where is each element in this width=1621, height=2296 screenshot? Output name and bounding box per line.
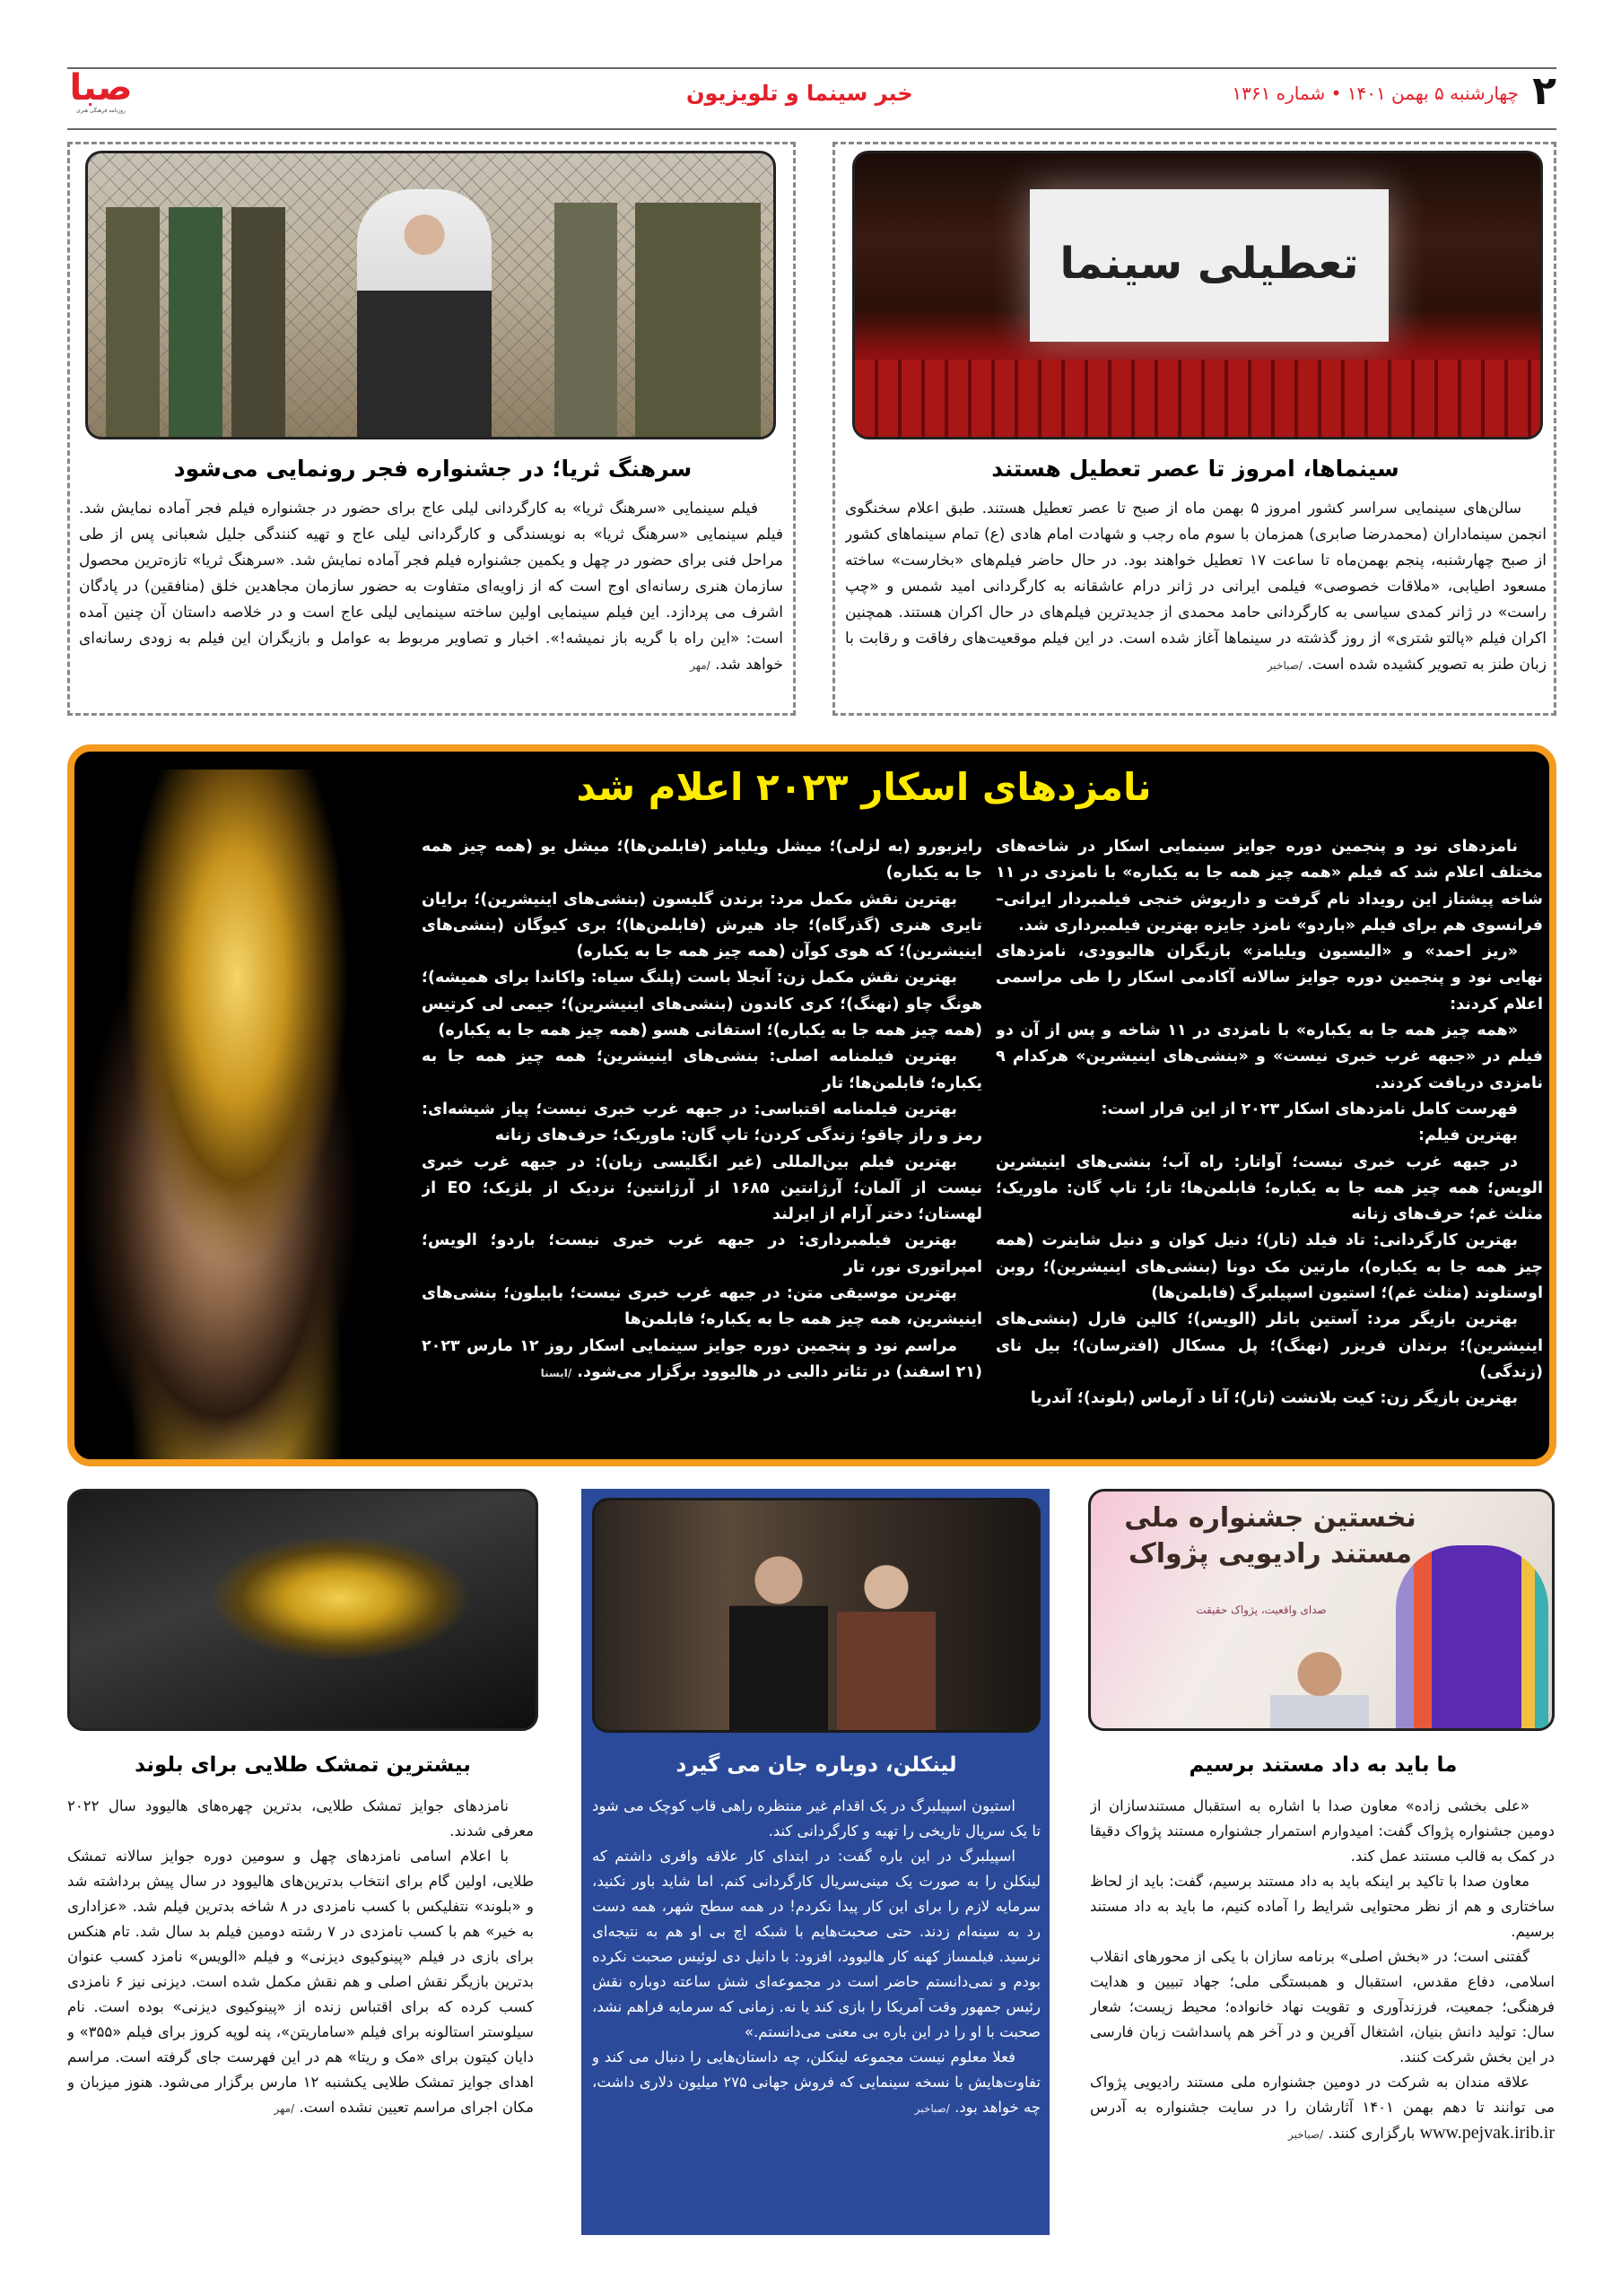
article-source: /مهر xyxy=(274,2102,295,2115)
pejvak-festival-photo xyxy=(1088,1489,1555,1731)
article-source: /صباخبر xyxy=(1267,659,1303,672)
header-bottom-rule xyxy=(67,128,1556,130)
header-top-rule xyxy=(67,67,1556,69)
oscar-nominations-box xyxy=(67,744,1556,1466)
oscar-paragraph: نامزدهای نود و پنجمین دوره جوایز سینمایی اسکار در شاخه‌های مختلف اعلام شد که فیلم «همه چیز همه جا به یکباره» با نامزدی در ۱۱ شاخه پیشتاز این رویداد نام گرفت و داریوش خنجی فیلمبردار ایرانی–فرانسوی هم برای فیلم «باردو» نامزد جایزه بهترین فیلمبرداری شد. xyxy=(996,838,1543,935)
actor-lincoln xyxy=(729,1536,828,1733)
oscar-paragraph: بهترین فیلم: xyxy=(1417,1126,1518,1145)
oscar-paragraph: بهترین بازیگر زن: کیت بلانشت (تار)؛ آنا د آرماس (بلوند)؛ آندریا xyxy=(1030,1389,1518,1408)
article-paragraph: معاون صدا با تاکید بر اینکه باید به داد مستند برسیم، گفت: باید از لحاظ ساختاری و هم از نظر محتوایی شرایط را آماده کنیم، ما باید به داد مستند برسیم. xyxy=(1090,1873,1555,1940)
oscar-left-column xyxy=(422,834,982,1462)
page-header xyxy=(67,67,1556,126)
article-cinemas-body xyxy=(845,496,1547,709)
logo-text: صبا xyxy=(69,67,133,109)
oscar-paragraph: بهترین نقش مکمل زن: آنجلا باست (پلنگ سیاه: واکاندا برای همیشه)؛ هونگ چاو (نهنگ)؛ کری کاندون (بنشی‌های اینیشرین)؛ جیمی لی کرتیس (همه چیز همه جا به یکباره)؛ استفانی هسو (همه چیز همه جا به یکباره) xyxy=(422,969,982,1040)
article-paragraph: گفتنی است؛ در «بخش اصلی» برنامه سازان با یکی از محورهای انقلاب اسلامی، دفاع مقدس، استقبال و همبستگی ملی؛ جهاد تبیین و هدایت فرهنگی؛ جمعیت، فرزندآوری و تقویت نهاد خانواده؛ محیط زیست؛ شعار سال: تولید دانش بنیان، اشتغال آفرین و در آخر هم پاسداشت زبان فارسی در این بخش شرکت کنند. xyxy=(1090,1948,1555,2066)
article-soraya-body xyxy=(79,496,783,709)
article-paragraph: فعلا معلوم نیست مجموعه لینکلن، چه داستان‌هایی را دنبال می کند و تفاوت‌هایش با نسخه سینمایی که فروش جهانی ۲۷۵ میلیون دلاری داشت، چه خواهد بود. xyxy=(592,2048,1041,2116)
actor-young-man xyxy=(837,1545,936,1733)
pejvak-website-link[interactable]: www.pejvak.irib.ir xyxy=(1419,2123,1555,2143)
cinema-screen-photo xyxy=(852,151,1543,439)
oscar-paragraph: بهترین کارگردانی: تاد فیلد (تار)؛ دنیل کوان و دنیل شاینرت (همه چیز همه جا به یکباره)، مارتین مک دونا (بنشی‌های اینیشرین)؛ روبن اوستلوند (مثلث غم)؛ استیون اسپیلبرگ (فابلمن‌ها) xyxy=(996,1231,1543,1303)
oscar-paragraph: بهترین فیلمبرداری: در جبهه غرب خبری نیست؛ باردو؛ الویس؛ امپراتوری نور، تار xyxy=(422,1231,982,1276)
oscar-paragraph: بهترین نقش مکمل مرد: برندن گلیسون (بنشی‌های اینیشرین)؛ برایان تایری هنری (گذرگاه)؛ جاد هیرش (فابلمن‌ها)؛ بری کیوگان (بنشی‌های اینیشرین)؛ که هوی کوآن (همه چیز همه جا به یکباره) xyxy=(422,890,982,961)
article-paragraph: علاقه مندان به شرکت در دومین جشنواره ملی مستند رادیویی پژواک می توانند تا دهم بهمن ۱۴۰۱ آثارشان را در سایت جشنواره به آدرس xyxy=(1090,2074,1555,2116)
logo-subtitle: روزنامه فرهنگی هنری xyxy=(76,108,126,114)
cinema-seats xyxy=(855,360,1543,439)
article-pejvak-title: ما باید به داد مستند برسیم xyxy=(1189,1753,1458,1777)
article-cinemas-title: سینماها، امروز تا عصر تعطیل هستند xyxy=(991,456,1399,482)
article-soraya-title: سرهنگ ثریا؛ در جشنواره فجر رونمایی می‌شود xyxy=(173,456,693,482)
article-source: /صباخبر xyxy=(1288,2128,1324,2141)
oscar-paragraph: «همه چیز همه جا به یکباره» با نامزدی در ۱۱ شاخه و پس از آن دو فیلم در «جبهه غرب خبری نیست» و «بنشی‌های اینیشرین» هرکدام ۹ نامزدی دریافت کردند. xyxy=(996,1022,1543,1092)
oscar-paragraph: بهترین فیلم بین‌المللی (غیر انگلیسی زبان): در جبهه غرب خبری نیست از آلمان؛ آرژانتین ۱۶۸۵ از آرژانتین؛ نزدیک از بلژیک؛ EO از لهستان؛ دختر آرام از ایرلند xyxy=(422,1152,982,1224)
article-cinemas-text: سالن‌های سینمایی سراسر کشور امروز ۵ بهمن ماه از صبح تا عصر تعطیل هستند. طبق اعلام سخنگوی انجمن سینماداران (محمدرضا صابری) همزمان با سوم ماه رجب و شهادت امام هادی (ع) تمام سینماهای کشور از صبح چهارشنبه، پنجم بهمن‌ماه تا ساعت ۱۷ تعطیل خواهند بود. در حال حاضر فیلم‌های «بخارست» ساخته مسعود اطیابی، «ملاقات خصوصی» فیلمی ایرانی در ژانر درام عاشقانه به کارگردانی امید شمس و «چپ راست» در ژانر کمدی سیاسی به کارگردانی حامد محمدی از جدیدترین فیلم‌های در حال اکران هستند. همچنین اکران فیلم «پالتو شتری» از روز گذشته در سینماها آغاز شده است. در این فیلم موقعیت‌های رفاقت و رقابت با زبان طنز به تصویر کشیده شده است. xyxy=(845,500,1547,674)
article-lincoln-title: لینکلن، دوباره جان می گیرد xyxy=(675,1753,957,1777)
oscar-paragraph: مراسم نود و پنجمین دوره جوایز سینمایی اسکار روز ۱۲ مارس ۲۰۲۳ (۲۱ اسفند) در تئاتر دالبی در هالیوود برگزار می‌شود. xyxy=(422,1336,982,1381)
article-pejvak-body xyxy=(1090,1794,1555,2233)
pejvak-tagline: صدای واقعیت، پژواک حقیقت xyxy=(1196,1604,1327,1616)
oscar-paragraph: فهرست کامل نامزدهای اسکار ۲۰۲۳ از این قرار است: xyxy=(1101,1100,1518,1118)
cinema-screen-text: تعطیلی سینما xyxy=(1059,239,1359,289)
article-lincoln-body xyxy=(592,1794,1041,2229)
oscar-paragraph: بهترین فیلمنامه اصلی: بنشی‌های اینیشرین؛ همه چیز همه جا به یکباره؛ فابلمن‌ها؛ تار xyxy=(422,1048,982,1092)
oscar-paragraph: در جبهه غرب خبری نیست؛ آواتار: راه آب؛ بنشی‌های اینیشرین الویس؛ همه چیز همه جا به یکباره؛ فابلمن‌ها؛ تار؛ تاپ گان: ماوریک؛ مثلث غم؛ حرف‌های زنانه xyxy=(996,1152,1543,1224)
woman-figure xyxy=(357,189,492,439)
article-paragraph: با اعلام اسامی نامزدهای چهل و سومین دوره جوایز سالانه تمشک طلایی، اولین گام برای انتخاب بدترین‌های هالیوود در سال پیش برداشته شد و «بلوند» نتفلیکس با کسب نامزدی در ۸ شاخه بدترین فیلم شد. «عزاداری به خیر» هم با کسب نامزدی در ۷ رشته دومین فیلم بد سال شد. تام هنکس برای بازی در فیلم «پینوکیوی دیزنی» و فیلم «الویس» نامزد کسب عنوان بدترین بازیگر نقش اصلی و هم نقش مکمل شده است. دیزنی نیز ۶ نامزدی کسب کرده که برای اقتباس زنده از «پینوکیوی دیزنی» بوده است. نام سیلوستر استالونه برای فیلم «ساماریتن»، پنه لوپه کروز برای فیلم «۳۵۵» و دایان کیتون برای «مک و ریتا» هم در این فهرست جای گرفته است. مراسم اهدای جوایز تمشک طلایی یکشنبه ۱۲ مارس برگزار می‌شود. هنوز میزبان و مکان اجرای مراسم تعیین نشده است. xyxy=(67,1848,534,2116)
article-source: /ایسنا xyxy=(540,1366,572,1379)
article-paragraph: نامزدهای جوایز تمشک طلایی، بدترین چهره‌های هالیوود سال ۲۰۲۲ معرفی شدند. xyxy=(67,1797,534,1839)
newspaper-logo xyxy=(67,68,135,114)
golden-raspberry-trophy-photo xyxy=(67,1489,538,1731)
oscar-paragraph: بهترین موسیقی متن: در جبهه غرب خبری نیست؛ بابیلون؛ بنشی‌های اینیشرین، همه چیز همه جا به یکباره؛ فابلمن‌ها xyxy=(422,1284,982,1329)
article-razzie-title: بیشترین تمشک طلایی برای بلوند xyxy=(135,1753,471,1777)
speaker-person xyxy=(1270,1648,1369,1731)
soldier-figures xyxy=(106,207,285,439)
article-paragraph: اسپیلبرگ در این باره گفت: در ابتدای کار علاقه وافری داشتم که لینکلن را به صورت یک مینی‌سریال کارگردانی کنم. اما شاید باور نکنید، سرمایه لازم را برای این کار پیدا نکردم! در همه سطح شهر، همه دست رد به سینه‌ام زدند. حتی صحبت‌هایم با شبکه اچ بی او هم به نتیجه‌ای نرسید. فیلمساز کهنه کار هالیوود، افزود: با دانیل دی لوئیس صحبت نکرده بودم و نمی‌دانستم حاضر است در مجموعه‌ای شش ساعته دوباره نقش رئیس جمهور وقت آمریکا را بازی کند یا نه. زمانی که سرمایه فراهم نشد، صحبت با او را در این باره بی معنی می‌دانستم.» xyxy=(592,1848,1041,2040)
oscar-paragraph: «ریز احمد» و «الیسیون ویلیامز» بازیگران هالیوودی، نامزدهای نهایی نود و پنجمین دوره جوایز سالانه آکادمی اسکار را طی مراسمی اعلام کردند: xyxy=(996,943,1543,1013)
article-paragraph: «علی بخشی زاده» معاون صدا با اشاره به استقبال مستندسازان از دومین جشنواره پژواک گفت: امیدوارم استمرار جشنواره مستند پژواک دقیقا در کمک به قالب مستند عمل کند. xyxy=(1090,1797,1555,1865)
colonel-soraya-film-still xyxy=(85,151,776,439)
article-source: /صباخبر xyxy=(914,2102,950,2115)
article-paragraph: استیون اسپیلبرگ در یک اقدام غیر منتظره راهی قاب کوچک می شود تا یک سریال تاریخی را تهیه و کارگردانی کند. xyxy=(592,1797,1041,1839)
silhouette-graphic xyxy=(1396,1545,1548,1731)
article-paragraph-tail: بارگزاری کنند. xyxy=(1328,2125,1416,2142)
article-source: /مهر xyxy=(690,659,710,672)
oscar-paragraph: بهترین بازیگر مرد: آستین باتلر (الویس)؛ کالین فارل (بنشی‌های اینیشرین)؛ برندان فریزر (نهنگ)؛ پل مسکال (افترسان)؛ بیل نای (زندگی) xyxy=(996,1310,1543,1381)
lincoln-film-still xyxy=(592,1498,1041,1733)
oscar-title: نامزدهای اسکار ۲۰۲۳ اعلام شد xyxy=(576,765,1152,809)
article-razzie-body xyxy=(67,1794,534,2233)
article-soraya-text: فیلم سینمایی «سرهنگ ثریا» به کارگردانی لیلی عاج برای حضور در جشنواره فیلم فجر آماده نمایش شد. فیلم سینمایی «سرهنگ ثریا» به نویسندگی و کارگردانی لیلی عاج و تهیه کنندگی جلیل شعبانی پس از طی مراحل فنی برای حضور در چهل و یکمین جشنواره فیلم فجر آماده نمایش شد. «سرهنگ ثریا» تازه‌ترین محصول سازمان هنری رسانه‌ای اوج است که از زاویه‌ای متفاوت به حضور سازمان مجاهدین خلق (منافقین) در پادگان اشرف می پردازد. این فیلم سینمایی اولین ساخته سینمایی لیلی عاج است و در خلاصه داستان آن چنین آمده است: «این راه با گریه باز نمیشه!». اخبار و تصاویر مربوط به عوامل و بازیگران این فیلم به زودی رسانه‌ای خواهد شد. xyxy=(79,500,783,674)
oscar-statue-image xyxy=(83,770,424,1460)
oscar-paragraph: بهترین فیلمنامه اقتباسی: در جبهه غرب خبری نیست؛ پیاز شیشه‌ای: رمز و راز چاقو؛ زندگی کردن؛ تاپ گان: ماوریک؛ حرف‌های زنانه xyxy=(422,1100,982,1145)
pejvak-banner-text: نخستین جشنواره ملی مستند رادیویی پژواک xyxy=(1124,1502,1416,1570)
issue-date: چهارشنبه ۵ بهمن ۱۴۰۱ • شماره ۱۳۶۱ xyxy=(1232,83,1519,104)
page-number: ۲ xyxy=(1532,68,1556,114)
section-title: خبر سینما و تلویزیون xyxy=(686,81,913,106)
soldier-figures-right xyxy=(554,203,761,439)
oscar-right-column xyxy=(996,834,1543,1462)
oscar-paragraph: رایزبورو (به لزلی)؛ میشل ویلیامز (فابلمن‌ها)؛ میشل یو (همه چیز همه جا به یکباره) xyxy=(422,838,982,883)
